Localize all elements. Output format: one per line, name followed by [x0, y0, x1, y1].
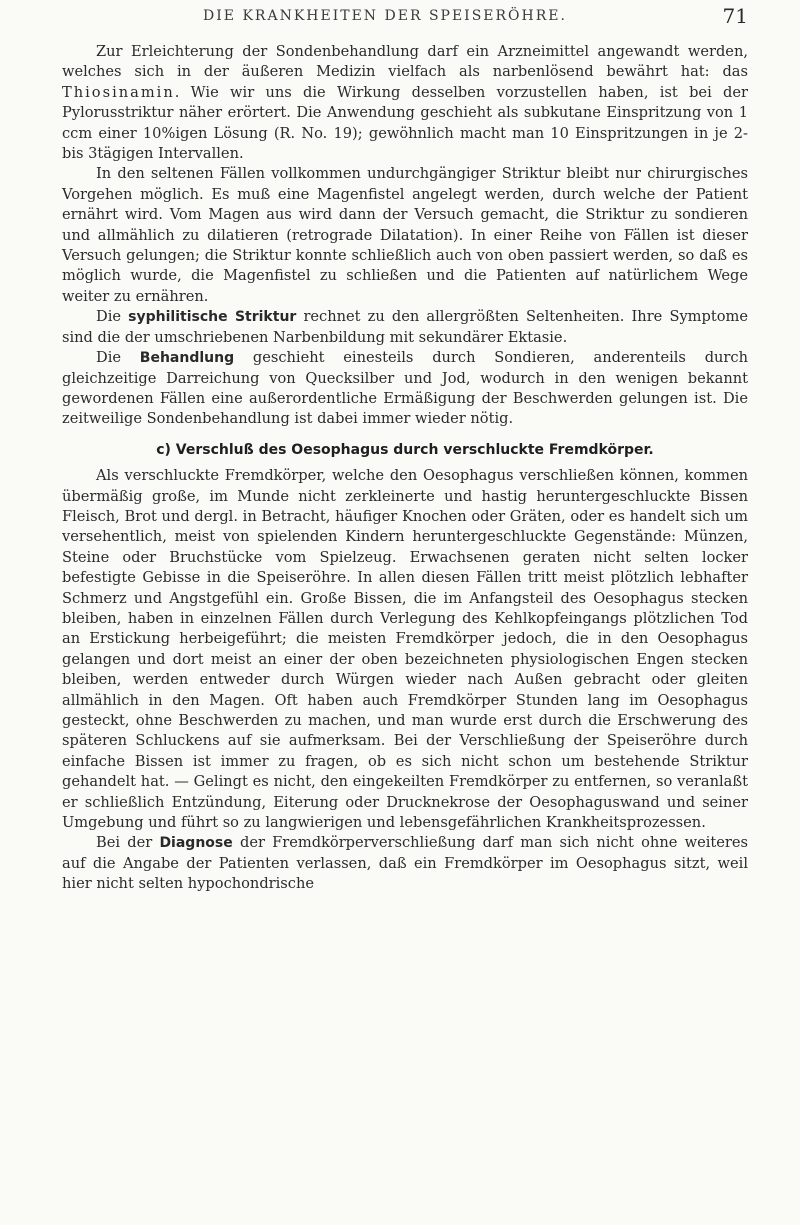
- bold-term: Diagnose: [159, 835, 233, 852]
- paragraph-syphilitische-striktur: Die syphilitische Striktur rechnet zu den allergrößten Seltenheiten. Ihre Symptome sind die der umschriebenen Narbenbildung mit sekundärer Ektasie.: [62, 308, 748, 346]
- paragraph-behandlung: Die Behandlung geschieht einesteils durch Sondieren, anderenteils durch gleichzeitige Darreichung von Quecksilber und Jod, wodurch in den wenigen bekannt gewordenen Fällen eine außerordentliche Ermäßigung der Beschwerden gelungen ist. Die zeitweilige Sondenbehandlung ist dabei immer wieder nötig.: [62, 349, 748, 428]
- paragraph-fremdkoerper: Als verschluckte Fremdkörper, welche den Oesophagus verschließen können, kommen übermäßig große, im Munde nicht zerkleinerte und hastig heruntergeschluckte Bissen Fleisch, Brot und dergl. in Betracht, häufiger Knochen oder Gräten, oder es handelt sich um versehentlich, meist von spielenden Kindern heruntergeschluckte Gegenstände: Münzen, Steine oder Bruchstücke vom Spielzeug. Erwachsenen geraten nicht selten locker befestigte Gebisse in die Speiseröhre. In allen diesen Fällen tritt meist plötzlich lebhafter Schmerz und Angstgefühl ein. Große Bissen, die im Anfangsteil des Oesophagus stecken bleiben, haben in einzelnen Fällen durch Verlegung des Kehlkopfeingangs plötzlichen Tod an Erstickung herbeigeführt; die meisten Fremdkörper jedoch, die in den Oesophagus gelangen und dort meist an einer der oben bezeichneten physiologischen Engen stecken bleiben, werden entweder durch Würgen wieder nach Außen gebracht oder gleiten allmählich in den Magen. Oft haben auch Fremdkörper Stunden lang im Oesophagus gesteckt, ohne Beschwerden zu machen, und man wurde erst durch die Erschwerung des späteren Schluckens auf sie aufmerksam. Bei der Verschließung der Speiseröhre durch einfache Bissen ist immer zu fragen, ob es sich nicht schon um bestehende Striktur gehandelt hat. — Gelingt es nicht, den eingekeilten Fremdkörper zu entfernen, so veranlaßt er schließlich Entzündung, Eiterung oder Drucknekrose der Oesophaguswand und seiner Umgebung und führt so zu langwierigen und lebensgefährlichen Krankheitsprozessen.: [62, 467, 748, 832]
- section-heading: c) Verschluß des Oesophagus durch verschluckte Fremdkörper.: [156, 441, 654, 458]
- page-header: [62, 2, 748, 42]
- paragraph-thiosinamin: Zur Erleichterung der Sondenbehandlung darf ein Arzneimittel angewandt werden, welches sich in der äußeren Medizin vielfach als narbenlösend bewährt hat: das Thiosinamin. Wie wir uns die Wirkung desselben vorzustellen haben, ist bei der Pylorusstriktur näher erörtert. Die Anwendung geschieht als subkutane Einspritzung von 1 ccm einer 10%igen Lösung (R. No. 19); gewöhnlich macht man 10 Einspritzungen in je 2- bis 3tägigen Intervallen.: [62, 43, 748, 163]
- paragraph-diagnose: Bei der Diagnose der Fremdkörperverschließung darf man sich nicht ohne weiteres auf die Angabe der Patienten verlassen, daß ein Fremdkörper im Oesophagus sitzt, weil hier nicht selten hypochondrische: [62, 834, 748, 893]
- bold-term: syphilitische Striktur: [128, 309, 297, 326]
- body-text: [62, 42, 748, 895]
- page-number: 71: [722, 4, 748, 28]
- book-page: [0, 2, 800, 1225]
- running-title: DIE KRANKHEITEN DER SPEISERÖHRE.: [203, 8, 567, 24]
- bold-term: Behandlung: [139, 350, 235, 367]
- emphasized-term: Thiosinamin: [62, 83, 175, 101]
- paragraph-chirurgie: In den seltenen Fällen vollkommen undurchgängiger Striktur bleibt nur chirurgisches Vorgehen möglich. Es muß eine Magenfistel angelegt werden, durch welche der Patient ernährt wird. Vom Magen aus wird dann der Versuch gemacht, die Striktur zu sondieren und allmählich zu dilatieren (retrograde Dilatation). In einer Reihe von Fällen ist dieser Versuch gelungen; die Striktur konnte schließlich auch von oben passiert werden, so daß es möglich wurde, die Magenfistel zu schließen und die Patienten auf natürlichem Wege weiter zu ernähren.: [62, 165, 748, 305]
